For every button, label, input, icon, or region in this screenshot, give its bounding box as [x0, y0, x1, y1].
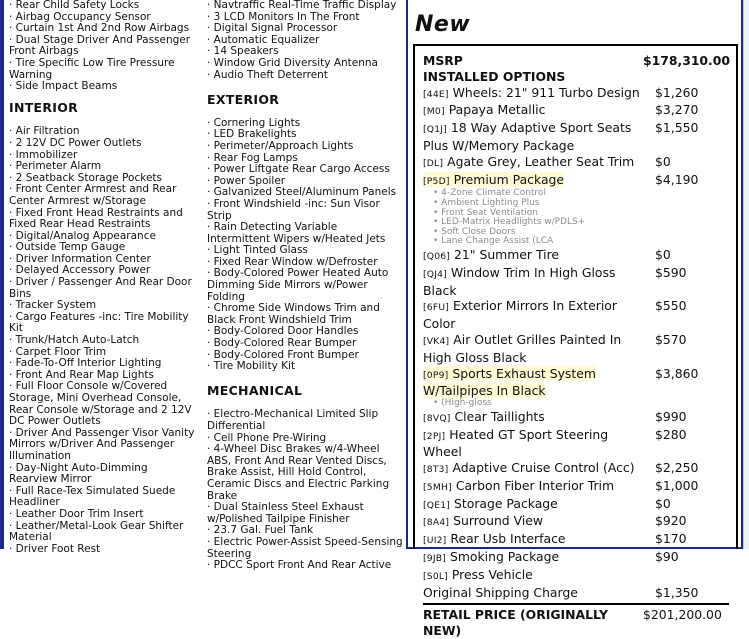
exterior-feature-item: · Perimeter/Approach Lights	[207, 139, 354, 152]
option-description	[423, 366, 596, 399]
option-name: Press Vehicle	[451, 566, 533, 582]
option-price: $920	[655, 513, 687, 529]
interior-feature-item: · 2 12V DC Power Outlets	[9, 136, 142, 149]
scrollbar[interactable]	[743, 0, 749, 549]
option-code: [DL]	[423, 157, 444, 169]
installed-options-heading: INSTALLED OPTIONS	[423, 68, 566, 84]
sticker-sheet	[413, 44, 738, 639]
option-description	[423, 513, 543, 528]
option-sub-item: • Soft Close Doors	[433, 226, 516, 237]
exterior-feature-item: · Power Liftgate Rear Cargo Access	[207, 163, 390, 176]
option-row	[423, 460, 729, 478]
option-name: Storage Package	[454, 495, 558, 511]
option-code: [0P9]	[423, 369, 449, 381]
option-code: [2PJ]	[423, 430, 446, 442]
option-description	[423, 102, 545, 117]
interior-heading: INTERIOR	[9, 99, 79, 115]
option-code: [44E]	[423, 88, 449, 100]
option-code: [6FU]	[423, 302, 450, 314]
exterior-feature-item: · Body-Colored Front Bumper	[207, 348, 359, 361]
msrp-label: MSRP	[423, 53, 463, 68]
features-column-middle	[207, 0, 403, 572]
option-description	[423, 427, 608, 460]
exterior-list	[207, 118, 403, 373]
shipping-value: $1,350	[655, 584, 699, 600]
option-description	[423, 172, 564, 187]
option-code: [5MH]	[423, 481, 452, 493]
msrp-row	[423, 53, 729, 69]
option-row	[423, 531, 729, 549]
option-price: $4,190	[655, 171, 699, 187]
option-row	[423, 513, 729, 531]
option-row	[423, 427, 729, 461]
option-name: Carbon Fiber Interior Trim	[455, 477, 615, 493]
feature-item: · Dual Stage Driver And Passenger Front Airbags	[9, 33, 191, 58]
option-description	[423, 247, 559, 262]
exterior-feature-item: · Body-Colored Door Handles	[207, 325, 359, 338]
interior-feature-item: · Leather Door Trim Insert	[9, 507, 144, 520]
option-code: [VK4]	[423, 335, 450, 347]
option-name: Papaya Metallic	[448, 102, 546, 118]
interior-feature-item: · Outside Temp Gauge	[9, 241, 126, 254]
interior-feature-item: · Front And Rear Map Lights	[9, 368, 154, 381]
exterior-feature-item: · Rear Fog Lamps	[207, 151, 298, 164]
option-description	[423, 531, 566, 546]
option-sub-item: • LED-Matrix Headlights w/PDLS+	[433, 217, 586, 228]
option-description	[423, 332, 621, 365]
exterior-feature-item: · Body-Colored Rear Bumper	[207, 337, 357, 350]
option-row	[423, 85, 729, 103]
exterior-feature-item: · Power Spoiler	[207, 174, 286, 187]
option-row	[423, 496, 729, 514]
option-description	[423, 567, 533, 582]
exterior-feature-item: · Fixed Rear Window w/Defroster	[207, 255, 378, 268]
feature-item: · Airbag Occupancy Sensor	[9, 10, 151, 23]
retail-price-row	[423, 607, 729, 639]
window-sticker-panel	[406, 0, 749, 639]
option-name: Smoking Package	[449, 549, 560, 565]
exterior-feature-item: · Tire Mobility Kit	[207, 360, 296, 373]
interior-feature-item: · Trunk/Hatch Auto-Latch	[9, 334, 140, 347]
option-name: Sports Exhaust System W/Tailpipes In Black	[423, 365, 596, 399]
feature-item: · Navtraffic Real-Time Traffic Display	[207, 0, 397, 11]
mechanical-feature-item: · Electric Power-Assist Speed-Sensing Steering	[207, 535, 403, 560]
interior-feature-item: · Day-Night Auto-Dimming Rearview Mirror	[9, 461, 148, 486]
interior-feature-item: · Perimeter Alarm	[9, 160, 102, 173]
option-name: Wheels: 21" 911 Turbo Design	[452, 84, 640, 100]
option-price: $550	[655, 298, 687, 314]
exterior-feature-item: · Body-Colored Power Heated Auto Dimming Side Mirrors w/Power Folding	[207, 267, 389, 303]
option-code: [8VQ]	[423, 412, 451, 424]
interior-feature-item: · Fade-To-Off Interior Lighting	[9, 357, 162, 370]
retail-price-label: RETAIL PRICE (ORIGINALLY NEW)	[423, 607, 608, 639]
option-sub-item: • (High-gloss	[433, 398, 492, 409]
interior-feature-item: · Driver / Passenger And Rear Door Bins	[9, 276, 192, 300]
option-price: $90	[655, 549, 679, 565]
interior-feature-item: · Tracker System	[9, 299, 97, 312]
mechanical-feature-item: · 4-Wheel Disc Brakes w/4-Wheel ABS, Front And Rear Vented Discs, Brake Assist, Hill Hold Control, Ceramic Discs and Electric Parking Brake	[207, 443, 390, 502]
option-price	[655, 567, 729, 585]
feature-item: · Automatic Equalizer	[207, 33, 320, 46]
shipping-label: Original Shipping Charge	[423, 584, 578, 600]
option-price: $3,270	[655, 102, 699, 118]
option-name: Air Outlet Grilles Painted In High Gloss Black	[423, 331, 622, 365]
option-row	[423, 409, 729, 427]
option-price: $990	[655, 408, 687, 424]
interior-feature-item: · Full Floor Console w/Covered Storage, Mini Overhead Console, Rear Console w/Storage and 2 12V DC Power Outlets	[9, 380, 192, 428]
option-code: [M0]	[423, 106, 445, 118]
option-row	[423, 567, 729, 585]
interior-feature-item: · Cargo Features -inc: Tire Mobility Kit	[9, 310, 189, 335]
interior-feature-item: · Carpet Floor Trim	[9, 345, 107, 358]
feature-item: · Window Grid Diversity Antenna	[207, 56, 378, 69]
left-frame-strip	[0, 0, 4, 549]
exterior-feature-item: · LED Brakelights	[207, 128, 297, 141]
option-price: $0	[655, 495, 671, 511]
option-description	[423, 549, 559, 564]
option-row	[423, 247, 729, 265]
option-row	[423, 154, 729, 172]
option-row	[423, 549, 729, 567]
retail-price-value: $201,200.00	[643, 607, 722, 623]
exterior-feature-item: · Front Windshield -inc: Sun Visor Strip	[207, 197, 380, 222]
exterior-feature-item: · Chrome Side Windows Trim and Black Front Windshield Trim	[207, 302, 380, 326]
sticker-frame	[406, 0, 743, 639]
interior-list	[9, 126, 199, 555]
shipping-row	[423, 585, 729, 601]
option-row	[423, 298, 729, 332]
entertainment-list	[207, 0, 403, 81]
features-column-left	[9, 0, 199, 555]
feature-item: · 14 Speakers	[207, 45, 279, 58]
option-sub-item: • Ambient Lighting Plus	[433, 197, 540, 208]
option-code: [9JB]	[423, 553, 447, 565]
option-code: [P5D]	[423, 175, 450, 187]
option-code: [QJ4]	[423, 268, 447, 280]
feature-item: · 3 LCD Monitors In The Front	[207, 10, 360, 23]
option-code: [Q1J]	[423, 124, 447, 136]
feature-item: · Digital Signal Processor	[207, 22, 338, 35]
exterior-feature-item: · Cornering Lights	[207, 116, 301, 129]
option-code: [QE1]	[423, 499, 451, 511]
option-code: [8A4]	[423, 517, 450, 529]
option-sub-item: • Lane Change Assist (LCA	[433, 236, 554, 247]
option-description	[423, 496, 558, 511]
option-code: [Q06]	[423, 250, 451, 262]
mechanical-feature-item: · Electro-Mechanical Limited Slip Differential	[207, 408, 379, 432]
option-name: Premium Package	[453, 171, 565, 187]
option-code: [S0L]	[423, 570, 448, 582]
option-row	[423, 172, 729, 190]
exterior-heading: EXTERIOR	[207, 92, 280, 108]
feature-item: · Rear Child Safety Locks	[9, 0, 140, 11]
option-description	[423, 154, 634, 169]
interior-feature-item: · Digital/Analog Appearance	[9, 229, 156, 242]
option-code: [UI2]	[423, 535, 447, 547]
feature-item: · Curtain 1st And 2nd Row Airbags	[9, 22, 190, 35]
interior-feature-item: · Immobilizer	[9, 148, 78, 161]
exterior-feature-item: · Light Tinted Glass	[207, 244, 308, 257]
interior-feature-item: · Driver Information Center	[9, 252, 151, 265]
option-row	[423, 332, 729, 366]
option-description	[423, 120, 631, 153]
option-sub-item: • 4-Zone Climate Control	[433, 188, 546, 199]
option-description	[423, 409, 545, 424]
new-heading: New	[415, 12, 471, 37]
options-list	[423, 85, 729, 585]
interior-feature-item: · Front Center Armrest and Rear Center Armrest w/Storage	[9, 183, 177, 207]
mechanical-feature-item: · PDCC Sport Front And Rear Active	[207, 559, 392, 572]
option-price: $590	[655, 264, 687, 280]
mechanical-feature-item: · Cell Phone Pre-Wiring	[207, 431, 327, 444]
mechanical-heading: MECHANICAL	[207, 382, 303, 398]
interior-feature-item: · Fixed Front Head Restraints and Fixed Rear Head Restraints	[9, 206, 183, 231]
option-name: Exterior Mirrors In Exterior Color	[423, 298, 617, 332]
option-price: $570	[655, 331, 687, 347]
feature-item: · Tire Specific Low Tire Pressure Warning	[9, 56, 175, 81]
option-name: Window Trim In High Gloss Black	[423, 264, 616, 298]
feature-item: · Audio Theft Deterrent	[207, 68, 328, 81]
option-row	[423, 366, 729, 400]
option-name: 21" Summer Tire	[454, 246, 560, 262]
option-row	[423, 120, 729, 154]
mechanical-feature-item: · Dual Stainless Steel Exhaust w/Polished Tailpipe Finisher	[207, 501, 364, 525]
option-name: 18 Way Adaptive Sport Seats Plus W/Memory Package	[423, 120, 632, 153]
option-row	[423, 265, 729, 299]
msrp-value: $178,310.00	[643, 53, 731, 68]
option-name: Clear Taillights	[454, 408, 545, 424]
option-name: Agate Grey, Leather Seat Trim	[447, 153, 635, 169]
option-price: $0	[655, 246, 671, 262]
interior-feature-item: · Air Filtration	[9, 125, 80, 138]
option-name: Surround View	[453, 513, 544, 529]
exterior-feature-item: · Rain Detecting Variable Intermittent Wipers w/Heated Jets	[207, 221, 386, 245]
mechanical-feature-item: · 23.7 Gal. Fuel Tank	[207, 524, 314, 537]
option-price: $2,250	[655, 460, 699, 476]
interior-feature-item: · Leather/Metal-Look Gear Shifter Material	[9, 519, 184, 544]
option-name: Rear Usb Interface	[450, 531, 566, 547]
interior-feature-item: · Driver And Passenger Visor Vanity Mirrors w/Driver And Passenger Illumination	[9, 426, 195, 462]
interior-feature-item: · 2 Seatback Storage Pockets	[9, 171, 162, 184]
interior-feature-item: · Full Race-Tex Simulated Suede Headliner	[9, 484, 176, 509]
exterior-feature-item: · Galvanized Steel/Aluminum Panels	[207, 186, 397, 199]
option-price: $1,550	[655, 120, 699, 136]
option-description	[423, 298, 617, 331]
option-name: Heated GT Sport Steering Wheel	[423, 426, 609, 460]
option-row	[423, 102, 729, 120]
option-name: Adaptive Cruise Control (Acc)	[452, 460, 635, 476]
interior-feature-item: · Delayed Accessory Power	[9, 264, 151, 277]
option-description	[423, 478, 614, 493]
total-divider	[423, 603, 729, 605]
option-price: $1,260	[655, 84, 699, 100]
option-sub-item: • Front Seat Ventilation	[433, 207, 538, 218]
feature-item: · Side Impact Beams	[9, 80, 118, 93]
safety-list	[9, 0, 199, 93]
option-description	[423, 265, 615, 298]
option-price: $1,000	[655, 477, 699, 493]
interior-feature-item: · Driver Foot Rest	[9, 542, 101, 555]
mechanical-list	[207, 409, 403, 571]
option-row	[423, 478, 729, 496]
option-price: $0	[655, 153, 671, 169]
option-price: $280	[655, 426, 687, 442]
option-price: $3,860	[655, 365, 699, 381]
option-description	[423, 85, 640, 100]
option-code: [8T3]	[423, 464, 449, 476]
option-description	[423, 460, 635, 475]
option-price: $170	[655, 531, 687, 547]
